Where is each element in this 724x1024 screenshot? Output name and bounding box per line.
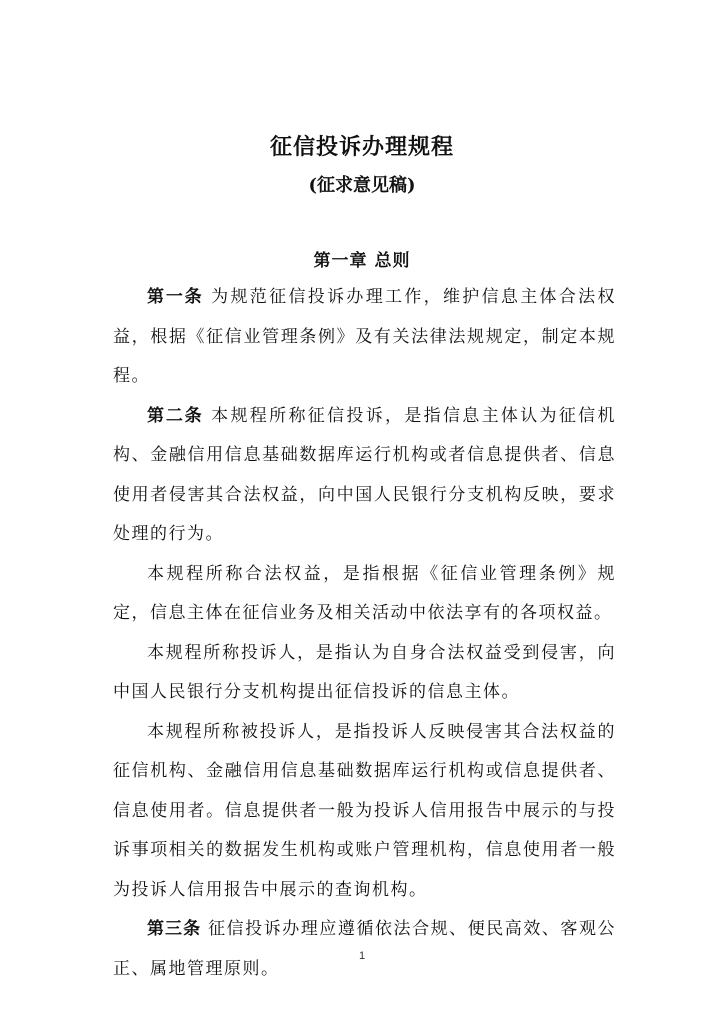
body-paragraph bbox=[113, 713, 616, 911]
paragraph-text: 本规程所称合法权益，是指根据《征信业管理条例》规定，信息主体在征信业务及相关活动中依法享有的各项权益。 bbox=[113, 563, 616, 623]
document-body bbox=[113, 278, 616, 989]
article-label: 第二条 bbox=[147, 405, 204, 426]
page-number: 1 bbox=[358, 950, 366, 962]
body-paragraph bbox=[113, 634, 616, 713]
article-text: 为规范征信投诉办理工作，维护信息主体合法权益，根据《征信业管理条例》及有关法律法规规定，制定本规程。 bbox=[113, 287, 617, 386]
article-paragraph bbox=[113, 397, 616, 555]
article-text: 本规程所称征信投诉，是指信息主体认为征信机构、金融信用信息基础数据库运行机构或者信息提供者、信息使用者侵害其合法权益，向中国人民银行分支机构反映，要求处理的行为。 bbox=[113, 405, 617, 544]
document-subtitle: (征求意见稿) bbox=[308, 175, 416, 196]
article-label: 第三条 bbox=[147, 919, 202, 939]
paragraph-text: 本规程所称被投诉人，是指投诉人反映侵害其合法权益的征信机构、金融信用信息基础数据库运行机构或信息提供者、信息使用者。信息提供者一般为投诉人信用报告中展示的与投诉事项相关的数据发生机构或账户管理机构，信息使用者一般为投诉人信用报告中展示的查询机构。 bbox=[113, 721, 616, 900]
article-label: 第一条 bbox=[147, 287, 204, 307]
paragraph-text: 本规程所称投诉人，是指认为自身合法权益受到侵害，向中国人民银行分支机构提出征信投诉的信息主体。 bbox=[113, 642, 616, 702]
article-text: 征信投诉办理应遵循依法合规、便民高效、客观公正、属地管理原则。 bbox=[113, 919, 617, 979]
article-paragraph bbox=[113, 278, 616, 397]
chapter-heading: 第一章 总则 bbox=[313, 251, 411, 271]
document-title: 征信投诉办理规程 bbox=[269, 134, 454, 160]
body-paragraph bbox=[113, 555, 616, 634]
